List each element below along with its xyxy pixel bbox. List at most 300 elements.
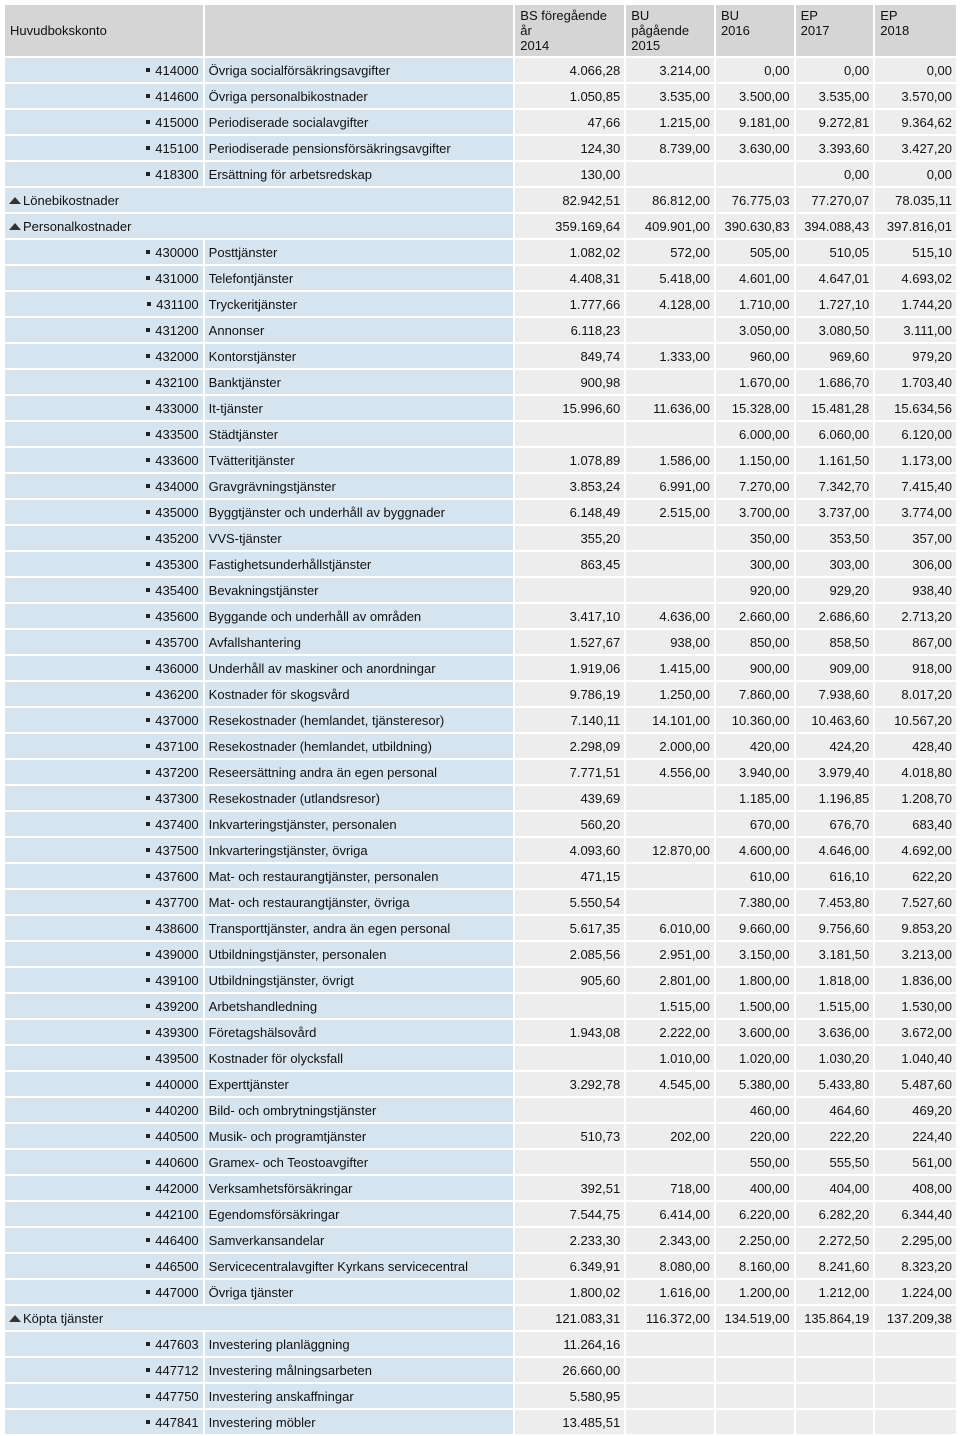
value-bs-2014: 1.943,08 — [515, 1020, 624, 1044]
value-bs-2014: 13.485,51 — [515, 1410, 624, 1434]
value-ep-2017: 404,00 — [796, 1176, 874, 1200]
account-name: Reseersättning andra än egen personal — [205, 760, 514, 784]
table-row — [5, 58, 956, 82]
table-row — [5, 1358, 956, 1382]
value-bu-2016: 1.150,00 — [716, 448, 794, 472]
account-code: 433500 — [155, 426, 199, 442]
table-row — [5, 1124, 956, 1148]
account-name: Transporttjänster, andra än egen personal — [205, 916, 514, 940]
header-row — [5, 5, 956, 56]
table-row — [5, 604, 956, 628]
account-code-cell — [5, 1384, 203, 1408]
value-ep-2017: 969,60 — [796, 344, 874, 368]
value-ep-2017: 1.818,00 — [796, 968, 874, 992]
bullet-icon — [146, 978, 150, 982]
value-ep-2018: 15.634,56 — [875, 396, 956, 420]
value-ep-2017: 7.342,70 — [796, 474, 874, 498]
account-code: 435700 — [155, 634, 199, 650]
value-ep-2017: 3.181,50 — [796, 942, 874, 966]
value-bs-2014: 439,69 — [515, 786, 624, 810]
value-bs-2014: 11.264,16 — [515, 1332, 624, 1356]
value-ep-2017: 555,50 — [796, 1150, 874, 1174]
value-ep-2017: 2.686,60 — [796, 604, 874, 628]
value-bs-2014 — [515, 1150, 624, 1174]
bullet-icon — [146, 1212, 150, 1216]
value-ep-2018: 4.018,80 — [875, 760, 956, 784]
value-bu-2015: 14.101,00 — [626, 708, 714, 732]
value-bs-2014: 560,20 — [515, 812, 624, 836]
account-code-cell — [5, 266, 203, 290]
table-row — [5, 266, 956, 290]
value-ep-2017: 4.646,00 — [796, 838, 874, 862]
value-bu-2016 — [716, 1332, 794, 1356]
value-ep-2018: 7.527,60 — [875, 890, 956, 914]
account-code-cell — [5, 240, 203, 264]
value-bu-2015: 6.414,00 — [626, 1202, 714, 1226]
value-bu-2016: 3.050,00 — [716, 318, 794, 342]
value-bu-2015: 1.333,00 — [626, 344, 714, 368]
value-ep-2018: 224,40 — [875, 1124, 956, 1148]
account-code-cell — [5, 370, 203, 394]
account-name: Annonser — [205, 318, 514, 342]
account-name: It-tjänster — [205, 396, 514, 420]
bullet-icon — [146, 120, 150, 124]
table-row — [5, 1202, 956, 1226]
value-ep-2017: 7.453,80 — [796, 890, 874, 914]
value-bu-2016: 1.670,00 — [716, 370, 794, 394]
account-code: 437400 — [155, 816, 199, 832]
account-name: Ersättning för arbetsredskap — [205, 162, 514, 186]
value-ep-2017: 2.272,50 — [796, 1228, 874, 1252]
value-ep-2018: 1.173,00 — [875, 448, 956, 472]
header-bs-2014: BS föregående år 2014 — [515, 5, 624, 56]
table-row — [5, 1020, 956, 1044]
value-bs-2014: 124,30 — [515, 136, 624, 160]
account-name: Resekostnader (hemlandet, utbildning) — [205, 734, 514, 758]
table-row — [5, 1228, 956, 1252]
value-bu-2015: 4.545,00 — [626, 1072, 714, 1096]
value-bs-2014: 4.408,31 — [515, 266, 624, 290]
table-row — [5, 1410, 956, 1434]
table-row — [5, 1098, 956, 1122]
table-row — [5, 110, 956, 134]
account-name: Egendomsförsäkringar — [205, 1202, 514, 1226]
account-name: Byggtjänster och underhåll av byggnader — [205, 500, 514, 524]
account-code: 447603 — [155, 1336, 199, 1352]
account-name: Avfallshantering — [205, 630, 514, 654]
value-bs-2014: 6.118,23 — [515, 318, 624, 342]
account-code: 414600 — [155, 88, 199, 104]
value-bu-2015: 718,00 — [626, 1176, 714, 1200]
account-code-cell — [5, 916, 203, 940]
value-bs-2014 — [515, 1098, 624, 1122]
account-name: Periodiserade socialavgifter — [205, 110, 514, 134]
account-code: 440200 — [155, 1102, 199, 1118]
account-name: Investering målningsarbeten — [205, 1358, 514, 1382]
value-bs-2014: 7.771,51 — [515, 760, 624, 784]
value-bu-2016: 3.630,00 — [716, 136, 794, 160]
table-row — [5, 318, 956, 342]
value-ep-2017: 1.727,10 — [796, 292, 874, 316]
account-code: 435600 — [155, 608, 199, 624]
table-row — [5, 292, 956, 316]
table-row — [5, 1332, 956, 1356]
account-name: Utbildningstjänster, personalen — [205, 942, 514, 966]
value-ep-2017: 0,00 — [796, 162, 874, 186]
bullet-icon — [146, 952, 150, 956]
table-row — [5, 682, 956, 706]
value-bu-2015: 202,00 — [626, 1124, 714, 1148]
table-row — [5, 500, 956, 524]
value-ep-2017: 77.270,07 — [796, 188, 874, 212]
value-bu-2016: 15.328,00 — [716, 396, 794, 420]
bullet-icon — [146, 94, 150, 98]
value-ep-2018: 137.209,38 — [875, 1306, 956, 1330]
account-name: Mat- och restaurangtjänster, personalen — [205, 864, 514, 888]
value-bu-2015: 1.010,00 — [626, 1046, 714, 1070]
value-bs-2014: 2.298,09 — [515, 734, 624, 758]
value-bu-2015: 2.222,00 — [626, 1020, 714, 1044]
value-bu-2016: 610,00 — [716, 864, 794, 888]
value-bs-2014: 9.786,19 — [515, 682, 624, 706]
account-code: 431200 — [155, 322, 199, 338]
value-ep-2018: 1.208,70 — [875, 786, 956, 810]
value-ep-2018: 306,00 — [875, 552, 956, 576]
value-ep-2018 — [875, 1358, 956, 1382]
table-row — [5, 448, 956, 472]
value-bs-2014: 1.800,02 — [515, 1280, 624, 1304]
value-bs-2014: 82.942,51 — [515, 188, 624, 212]
account-code-cell — [5, 1332, 203, 1356]
bullet-icon — [146, 1342, 150, 1346]
value-bu-2016: 9.181,00 — [716, 110, 794, 134]
account-code: 432100 — [155, 374, 199, 390]
value-bu-2016 — [716, 1384, 794, 1408]
value-ep-2018: 3.213,00 — [875, 942, 956, 966]
bullet-icon — [146, 1160, 150, 1164]
value-bu-2016 — [716, 1410, 794, 1434]
value-ep-2018: 6.344,40 — [875, 1202, 956, 1226]
account-name: Investering anskaffningar — [205, 1384, 514, 1408]
table-row — [5, 812, 956, 836]
value-bs-2014: 121.083,31 — [515, 1306, 624, 1330]
account-code: 436000 — [155, 660, 199, 676]
table-row — [5, 734, 956, 758]
value-ep-2018: 2.713,20 — [875, 604, 956, 628]
value-ep-2018: 683,40 — [875, 812, 956, 836]
account-code: 415100 — [155, 140, 199, 156]
table-row — [5, 630, 956, 654]
account-code: 440000 — [155, 1076, 199, 1092]
header-ep-2018: EP 2018 — [875, 5, 956, 56]
account-name: Fastighetsunderhållstjänster — [205, 552, 514, 576]
value-ep-2018: 1.703,40 — [875, 370, 956, 394]
value-ep-2017: 9.272,81 — [796, 110, 874, 134]
value-ep-2018: 7.415,40 — [875, 474, 956, 498]
value-ep-2018: 428,40 — [875, 734, 956, 758]
bullet-icon — [146, 1134, 150, 1138]
value-bs-2014: 863,45 — [515, 552, 624, 576]
bullet-icon — [146, 1056, 150, 1060]
value-bu-2016: 7.860,00 — [716, 682, 794, 706]
value-bu-2016: 850,00 — [716, 630, 794, 654]
table-body — [5, 58, 956, 1434]
bullet-icon — [146, 770, 150, 774]
value-ep-2017: 3.979,40 — [796, 760, 874, 784]
value-ep-2018: 0,00 — [875, 162, 956, 186]
value-bu-2016: 300,00 — [716, 552, 794, 576]
value-bu-2015 — [626, 578, 714, 602]
table-row — [5, 422, 956, 446]
collapse-arrow-icon[interactable] — [9, 1315, 21, 1322]
account-code-cell — [5, 890, 203, 914]
value-bs-2014 — [515, 578, 624, 602]
account-code: 414000 — [155, 62, 199, 78]
value-bs-2014 — [515, 1046, 624, 1070]
value-bs-2014: 471,15 — [515, 864, 624, 888]
account-name: Utbildningstjänster, övrigt — [205, 968, 514, 992]
bullet-icon — [146, 1082, 150, 1086]
account-code-cell — [5, 786, 203, 810]
table-row — [5, 474, 956, 498]
value-ep-2018: 1.040,40 — [875, 1046, 956, 1070]
account-code: 438600 — [155, 920, 199, 936]
value-ep-2017: 6.060,00 — [796, 422, 874, 446]
bullet-icon — [146, 276, 150, 280]
account-code: 440600 — [155, 1154, 199, 1170]
value-bu-2015 — [626, 864, 714, 888]
account-code: 437000 — [155, 712, 199, 728]
bullet-icon — [146, 1030, 150, 1034]
value-bs-2014: 1.050,85 — [515, 84, 624, 108]
value-ep-2017: 616,10 — [796, 864, 874, 888]
table-row — [5, 838, 956, 862]
value-bu-2015 — [626, 890, 714, 914]
value-ep-2018: 515,10 — [875, 240, 956, 264]
group-label-cell[interactable] — [5, 1306, 513, 1330]
value-bu-2015: 1.515,00 — [626, 994, 714, 1018]
account-name: Investering möbler — [205, 1410, 514, 1434]
value-bs-2014: 5.580,95 — [515, 1384, 624, 1408]
collapse-arrow-icon[interactable] — [9, 197, 21, 204]
value-bu-2015 — [626, 422, 714, 446]
account-code-cell — [5, 1358, 203, 1382]
account-code-cell — [5, 1046, 203, 1070]
value-ep-2017: 5.433,80 — [796, 1072, 874, 1096]
bullet-icon — [146, 328, 150, 332]
value-ep-2018: 3.774,00 — [875, 500, 956, 524]
value-ep-2018: 3.672,00 — [875, 1020, 956, 1044]
value-ep-2017: 135.864,19 — [796, 1306, 874, 1330]
value-ep-2017: 1.686,70 — [796, 370, 874, 394]
value-bu-2015: 2.000,00 — [626, 734, 714, 758]
group-label-cell[interactable] — [5, 188, 513, 212]
bullet-icon — [146, 848, 150, 852]
account-name: Byggande och underhåll av områden — [205, 604, 514, 628]
header-account: Huvudbokskonto — [5, 5, 203, 56]
value-bs-2014: 6.349,91 — [515, 1254, 624, 1278]
account-code: 439200 — [155, 998, 199, 1014]
account-code-cell — [5, 838, 203, 862]
bullet-icon — [146, 484, 150, 488]
account-name: Telefontjänster — [205, 266, 514, 290]
value-ep-2017: 3.737,00 — [796, 500, 874, 524]
account-code-cell — [5, 578, 203, 602]
account-name: Servicecentralavgifter Kyrkans servicecentral — [205, 1254, 514, 1278]
value-bs-2014: 1.919,06 — [515, 656, 624, 680]
table-row — [5, 1254, 956, 1278]
value-ep-2017 — [796, 1332, 874, 1356]
account-code: 439100 — [155, 972, 199, 988]
account-code-cell — [5, 1254, 203, 1278]
value-bu-2016 — [716, 162, 794, 186]
account-name: Underhåll av maskiner och anordningar — [205, 656, 514, 680]
account-name: Övriga personalbikostnader — [205, 84, 514, 108]
account-code: 446500 — [155, 1258, 199, 1274]
account-code: 431000 — [155, 270, 199, 286]
account-code: 434000 — [155, 478, 199, 494]
value-ep-2018: 397.816,01 — [875, 214, 956, 238]
value-bu-2016: 1.710,00 — [716, 292, 794, 316]
account-code: 446400 — [155, 1232, 199, 1248]
value-bu-2015: 8.080,00 — [626, 1254, 714, 1278]
value-ep-2017: 4.647,01 — [796, 266, 874, 290]
bullet-icon — [146, 796, 150, 800]
account-code-cell — [5, 526, 203, 550]
table-row — [5, 760, 956, 784]
account-name: Övriga tjänster — [205, 1280, 514, 1304]
account-code-cell — [5, 864, 203, 888]
value-bu-2016: 2.660,00 — [716, 604, 794, 628]
account-name: Musik- och programtjänster — [205, 1124, 514, 1148]
collapse-arrow-icon[interactable] — [9, 223, 21, 230]
value-ep-2018: 3.427,20 — [875, 136, 956, 160]
value-bs-2014: 130,00 — [515, 162, 624, 186]
account-code-cell — [5, 344, 203, 368]
value-ep-2018: 1.744,20 — [875, 292, 956, 316]
group-label-cell[interactable] — [5, 214, 513, 238]
bullet-icon — [146, 458, 150, 462]
value-bu-2016: 3.150,00 — [716, 942, 794, 966]
value-ep-2017: 858,50 — [796, 630, 874, 654]
account-name: Kontorstjänster — [205, 344, 514, 368]
value-ep-2017: 1.212,00 — [796, 1280, 874, 1304]
value-bu-2016: 134.519,00 — [716, 1306, 794, 1330]
value-bu-2016: 2.250,00 — [716, 1228, 794, 1252]
table-row — [5, 786, 956, 810]
value-bu-2016: 1.020,00 — [716, 1046, 794, 1070]
table-row — [5, 396, 956, 420]
account-name: Experttjänster — [205, 1072, 514, 1096]
account-name: Investering planläggning — [205, 1332, 514, 1356]
bullet-icon — [146, 146, 150, 150]
bullet-icon — [146, 1394, 150, 1398]
account-code-cell — [5, 396, 203, 420]
account-name: Arbetshandledning — [205, 994, 514, 1018]
value-ep-2017: 464,60 — [796, 1098, 874, 1122]
account-code: 442000 — [155, 1180, 199, 1196]
account-code: 415000 — [155, 114, 199, 130]
value-bu-2015 — [626, 812, 714, 836]
value-bu-2016 — [716, 1358, 794, 1382]
value-ep-2018: 2.295,00 — [875, 1228, 956, 1252]
value-bs-2014: 1.777,66 — [515, 292, 624, 316]
account-code-cell — [5, 734, 203, 758]
value-bu-2016: 3.940,00 — [716, 760, 794, 784]
account-code: 435200 — [155, 530, 199, 546]
value-ep-2018: 9.853,20 — [875, 916, 956, 940]
value-ep-2017: 6.282,20 — [796, 1202, 874, 1226]
value-ep-2017: 7.938,60 — [796, 682, 874, 706]
value-ep-2018: 6.120,00 — [875, 422, 956, 446]
value-bu-2016: 0,00 — [716, 58, 794, 82]
bullet-icon — [146, 1264, 150, 1268]
account-name: Bild- och ombrytningstjänster — [205, 1098, 514, 1122]
account-code-cell — [5, 448, 203, 472]
account-code: 437300 — [155, 790, 199, 806]
value-bu-2015 — [626, 1332, 714, 1356]
value-bu-2015: 5.418,00 — [626, 266, 714, 290]
account-code-cell — [5, 942, 203, 966]
value-ep-2018: 469,20 — [875, 1098, 956, 1122]
value-ep-2017: 1.030,20 — [796, 1046, 874, 1070]
value-bu-2015: 4.556,00 — [626, 760, 714, 784]
value-bs-2014: 849,74 — [515, 344, 624, 368]
value-ep-2017 — [796, 1410, 874, 1434]
table-row — [5, 942, 956, 966]
value-bu-2016: 1.200,00 — [716, 1280, 794, 1304]
value-bu-2016: 505,00 — [716, 240, 794, 264]
value-bs-2014: 359.169,64 — [515, 214, 624, 238]
table-row — [5, 1176, 956, 1200]
value-bu-2016: 420,00 — [716, 734, 794, 758]
bullet-icon — [146, 432, 150, 436]
header-bu-2015: BU pågående 2015 — [626, 5, 714, 56]
header-blank — [205, 5, 514, 56]
account-code-cell — [5, 1124, 203, 1148]
table-row — [5, 656, 956, 680]
table-row — [5, 344, 956, 368]
value-bu-2016: 8.160,00 — [716, 1254, 794, 1278]
value-bu-2015: 2.515,00 — [626, 500, 714, 524]
bullet-icon — [146, 250, 150, 254]
value-bu-2016: 390.630,83 — [716, 214, 794, 238]
value-bs-2014 — [515, 994, 624, 1018]
value-bs-2014: 2.085,56 — [515, 942, 624, 966]
value-ep-2017: 222,20 — [796, 1124, 874, 1148]
account-code: 437500 — [155, 842, 199, 858]
value-bu-2015 — [626, 162, 714, 186]
table-row — [5, 1150, 956, 1174]
value-ep-2018: 8.323,20 — [875, 1254, 956, 1278]
account-code-cell — [5, 968, 203, 992]
value-bs-2014: 7.544,75 — [515, 1202, 624, 1226]
account-code-cell — [5, 1020, 203, 1044]
value-bs-2014: 4.093,60 — [515, 838, 624, 862]
table-row — [5, 240, 956, 264]
account-name: Verksamhetsförsäkringar — [205, 1176, 514, 1200]
value-bu-2015: 6.010,00 — [626, 916, 714, 940]
value-ep-2017: 909,00 — [796, 656, 874, 680]
value-bu-2016: 220,00 — [716, 1124, 794, 1148]
value-bu-2015: 1.586,00 — [626, 448, 714, 472]
value-bu-2015: 4.128,00 — [626, 292, 714, 316]
value-bs-2014: 47,66 — [515, 110, 624, 134]
value-bu-2016: 550,00 — [716, 1150, 794, 1174]
value-bs-2014: 1.078,89 — [515, 448, 624, 472]
value-bu-2016: 9.660,00 — [716, 916, 794, 940]
value-bs-2014: 2.233,30 — [515, 1228, 624, 1252]
